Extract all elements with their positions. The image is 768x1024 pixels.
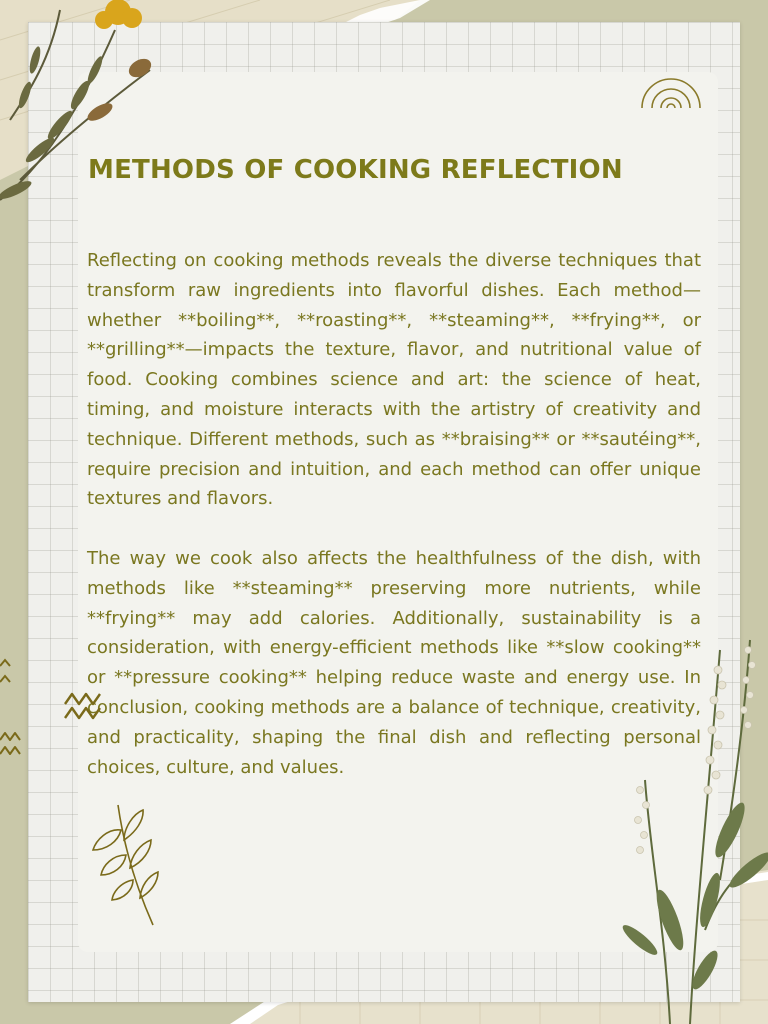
dried-flower-icon	[610, 630, 768, 1024]
squiggle-icon	[63, 688, 105, 724]
body-text	[87, 246, 701, 812]
rainbow-arc-icon	[638, 48, 704, 110]
dried-flower-icon	[0, 0, 170, 230]
paragraph-1: Reflecting on cooking methods reveals the diverse techniques that transform raw ingredients into flavorful dishes. Each method—whether **boiling**, **roasting**, **steaming**, **frying**, or **grilling**—impacts the texture, flavor, and nutritional value of food. Cooking combines science and art: the science of heat, timing, and moisture interacts with the artistry of creativity and technique. Different methods, such as **braising** or **sautéing**, require precision and intuition, and each method can offer unique textures and flavors.	[87, 250, 701, 510]
leaf-sprig-icon	[88, 800, 168, 930]
squiggle-icon	[0, 730, 26, 760]
paragraph-2: The way we cook also affects the healthfulness of the dish, with methods like **steaming** preserving more nutrients, while **frying** may add calories. Additionally, sustainability is a consideration, with energy-efficient methods like **slow cooking** or **pressure cooking** helping reduce waste and energy use. In conclusion, cooking methods are a balance of technique, creativity, and practicality, shaping the final dish and reflecting personal choices, culture, and values.	[87, 547, 701, 778]
page-title: METHODS OF COOKING REFLECTION	[88, 155, 623, 185]
squiggle-icon	[0, 658, 14, 688]
